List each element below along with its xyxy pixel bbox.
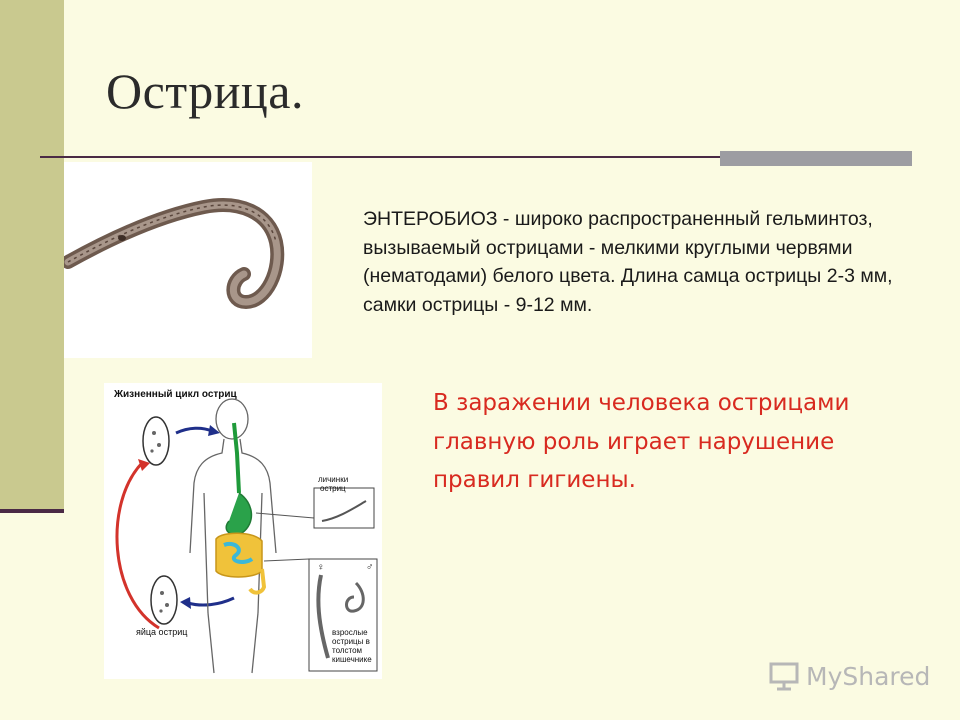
female-symbol: ♀: [317, 562, 325, 573]
description-text: ЭНТЕРОБИОЗ - широко распространенный гельминтоз, вызываемый острицами - мелкими круглыми червями (нематодами) белого цвета. Длина самца острицы 2-3 мм, самки острицы - 9-12 мм.: [363, 208, 893, 316]
watermark-text: MyShared: [806, 661, 931, 691]
stomach: [226, 493, 251, 534]
life-cycle-diagram: [104, 383, 382, 679]
left-decor-line: [0, 509, 64, 513]
colon: [216, 533, 262, 577]
egg-top-icon: [143, 417, 169, 465]
hygiene-highlight-text: В заражении человека острицами главную роль играет нарушение правил гигиены.: [433, 390, 850, 493]
left-decor-band: [0, 0, 64, 512]
adults-label-1: взрослые: [332, 628, 368, 637]
male-symbol: ♂: [366, 562, 374, 573]
eggs-label: яйца остриц: [136, 627, 188, 637]
larvae-label-2: остриц: [320, 484, 346, 493]
myshared-watermark: [768, 656, 930, 696]
larvae-label-1: личинки: [318, 475, 349, 484]
adults-label-4: кишечнике: [332, 655, 372, 664]
egg-bottom-icon: [151, 576, 177, 624]
adults-label-3: толстом: [332, 646, 363, 655]
presentation-icon: [768, 660, 800, 692]
title-divider-accent: [720, 151, 912, 166]
larvae-box: [314, 488, 374, 528]
adults-label-2: острицы в: [332, 637, 370, 646]
diagram-title: Жизненный цикл остриц: [114, 389, 237, 400]
esophagus: [234, 423, 239, 493]
pinworm-image: [64, 162, 312, 358]
slide-title: Острица.: [106, 63, 304, 119]
